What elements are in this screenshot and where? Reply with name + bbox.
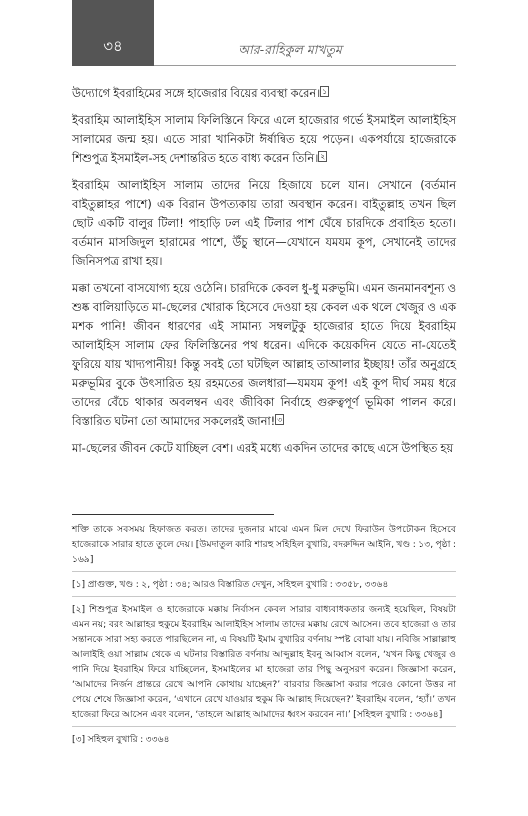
paragraph: মা-ছেলের জীবন কেটে যাচ্ছিল বেশ। এরই মধ্যে একদিন তাদের কাছে এসে উপস্থিত হয়: [72, 441, 454, 455]
footnote-ref: ৩: [277, 415, 283, 424]
footnote-ref: ২: [320, 152, 326, 161]
paragraph: ইবরাহিম আলাইহিস সালাম ফিলিস্তিনে ফিরে এলে হাজেরার গর্ভে ইসমাইল আলাইহিস সালামের জন্ম হয়। এতে সারা খানিকটা ঈর্ষান্বিত হয়ে পড়েন। একপর্যায়ে হাজেরাকে শিশুপুত্র ইসমাইল-সহ দেশান্তরিত হতে বাধ্য করেন তিনি। $^২$: [72, 113, 456, 165]
footnote-ref: ১: [322, 87, 328, 96]
paragraph: মক্কা তখনো বাসযোগ্য হয়ে ওঠেনি। চারদিকে কেবল ধু-ধু মরুভূমি। এমন জনমানবশূন্য ও শুষ্ক বালিয়াড়িতে মা-ছেলের খোরাক হিসেবে দেওয়া হয় কেবল এক থলে খেজুর ও এক মশক পানি! জীবন ধারণের এই সামান্য সম্বলটুকু হাজেরার হাতে দিয়ে ইবরাহিম আলাইহিস সালাম ফের ফিলিস্তিনের পথ ধরেন। এদিকে কয়েকদিন যেতে না-যেতেই ফুরিয়ে যায় খাদ্যপানীয়! কিন্তু সবই তো ঘটছিল আল্লাহ তাআলার ইচ্ছায়! তাঁর অনুগ্রহে মরুভূমির বুকে উৎসারিত হয় রহমতের জলধারা—যমযম কূপ! এই কূপ দীর্ঘ সময় ধরে তাদের বেঁচে থাকার অবলম্বন এবং জীবিকা নির্বাহে গুরুত্বপূর্ণ ভূমিকা পালন করে। বিস্তারিত ঘটনা তো আমাদের সকলেরই জানা! $^৩$: [72, 281, 456, 428]
footnote: [২] শিশুপুত্র ইসমাইল ও হাজেরাকে মক্কায় নির্বাসন কেবল সারার বাধ্যবাধকতার জন্যই হয়েছিল, বিষয়টা এমন নয়; বরং আল্লাহর হুকুমে ইবরাহিম আলাইহিস সালাম তাদের মক্কায় রেখে আসেন। তবে হাজেরা ও তার সন্তানকে সারা সহ্য করতে পারছিলেন না, এ বিষয়টি ইমাম বুখারির বর্ণনায় স্পষ্ট বোঝা যায়। নবিজি সাল্লাল্লাহু আলাইহি ওয়া সাল্লাম থেকে এ ঘটনার বিস্তারিত বর্ণনায় আব্দুল্লাহ ইবনু আব্বাস বলেন, ‘যখন কিছু খেজুর ও পানি দিয়ে ইবরাহিম ফিরে যাচ্ছিলেন, ইসমাইলের মা হাজেরা তার পিছু অনুসরণ করেন। জিজ্ঞাসা করেন, ‘আমাদের নির্জন প্রান্তরে রেখে আপনি কোথায় যাচ্ছেন?’ বারবার জিজ্ঞাসা করার পরেও কোনো উত্তর না পেয়ে শেষে জিজ্ঞাসা করেন, ‘এখানে রেখে যাওয়ার হুকুম কি আল্লাহ দিয়েছেন?’ ইবরাহিম বলেন, ‘হ্যাঁ।’ তখন হাজেরা ফিরে আসেন এবং বলেন, ‘তাহলে আল্লাহ আমাদের ধ্বংস করবেন না।’ [সহিহুল বুখারি : ৩৩৬৪]: [72, 604, 456, 720]
page-number-tab: [72, 0, 154, 66]
footnotes: [72, 522, 456, 751]
footnote-separator: [72, 514, 274, 515]
footnote-continuation: শক্তি তাকে সবসময় হিফাজত করত। তাদের দুজনার মাঝে এমন মিল দেখে ফিরাউন উপঢৌকন হিসেবে হাজেরাকে সারার হাতে তুলে দেয়। [উমদাতুল কারি শারহু সহিহিল বুখারি, বদরুদ্দিন আইনি, খণ্ড : ১৩, পৃষ্ঠা : ১৬৯]: [72, 524, 456, 565]
paragraph: ইবরাহিম আলাইহিস সালাম তাদের নিয়ে হিজাযে চলে যান। সেখানে (বর্তমান বাইতুল্লাহর পাশে) এক বিরান উপত্যকায় তারা অবস্থান করেন। বাইতুল্লাহ তখন ছিল ছোট একটি বালুর টিলা! পাহাড়ি ঢল এই টিলার পাশ ঘেঁষে চারদিকে প্রবাহিত হতো। বর্তমান মাসজিদুল হারামের পাশে, উঁচু স্থানে—যেখানে যমযম কূপ, সেখানেই তাদের জিনিসপত্র রাখা হয়।: [72, 178, 456, 268]
footnote: [১] প্রাগুক্ত, খণ্ড : ২, পৃষ্ঠা : ৩৪; আরও বিস্তারিত দেখুন, সহিহুল বুখারি : ৩৩৫৮, ৩৩৬৪: [72, 579, 389, 590]
page-number: ৩৪: [103, 37, 123, 55]
footnote-divider: [72, 571, 456, 572]
main-text: [72, 84, 456, 466]
paragraph: উদ্যোগে ইবরাহিমের সঙ্গে হাজেরার বিয়ের ব্যবস্থা করেন। $^১$: [72, 86, 328, 100]
footnote-divider: [72, 726, 456, 727]
header-rule: [154, 65, 456, 66]
footnote-divider: [72, 596, 456, 597]
running-title: আর-রাহিকুল মাখতুম: [238, 42, 342, 57]
footnote: [৩] সহিহুল বুখারি : ৩৩৬৪: [72, 734, 170, 745]
